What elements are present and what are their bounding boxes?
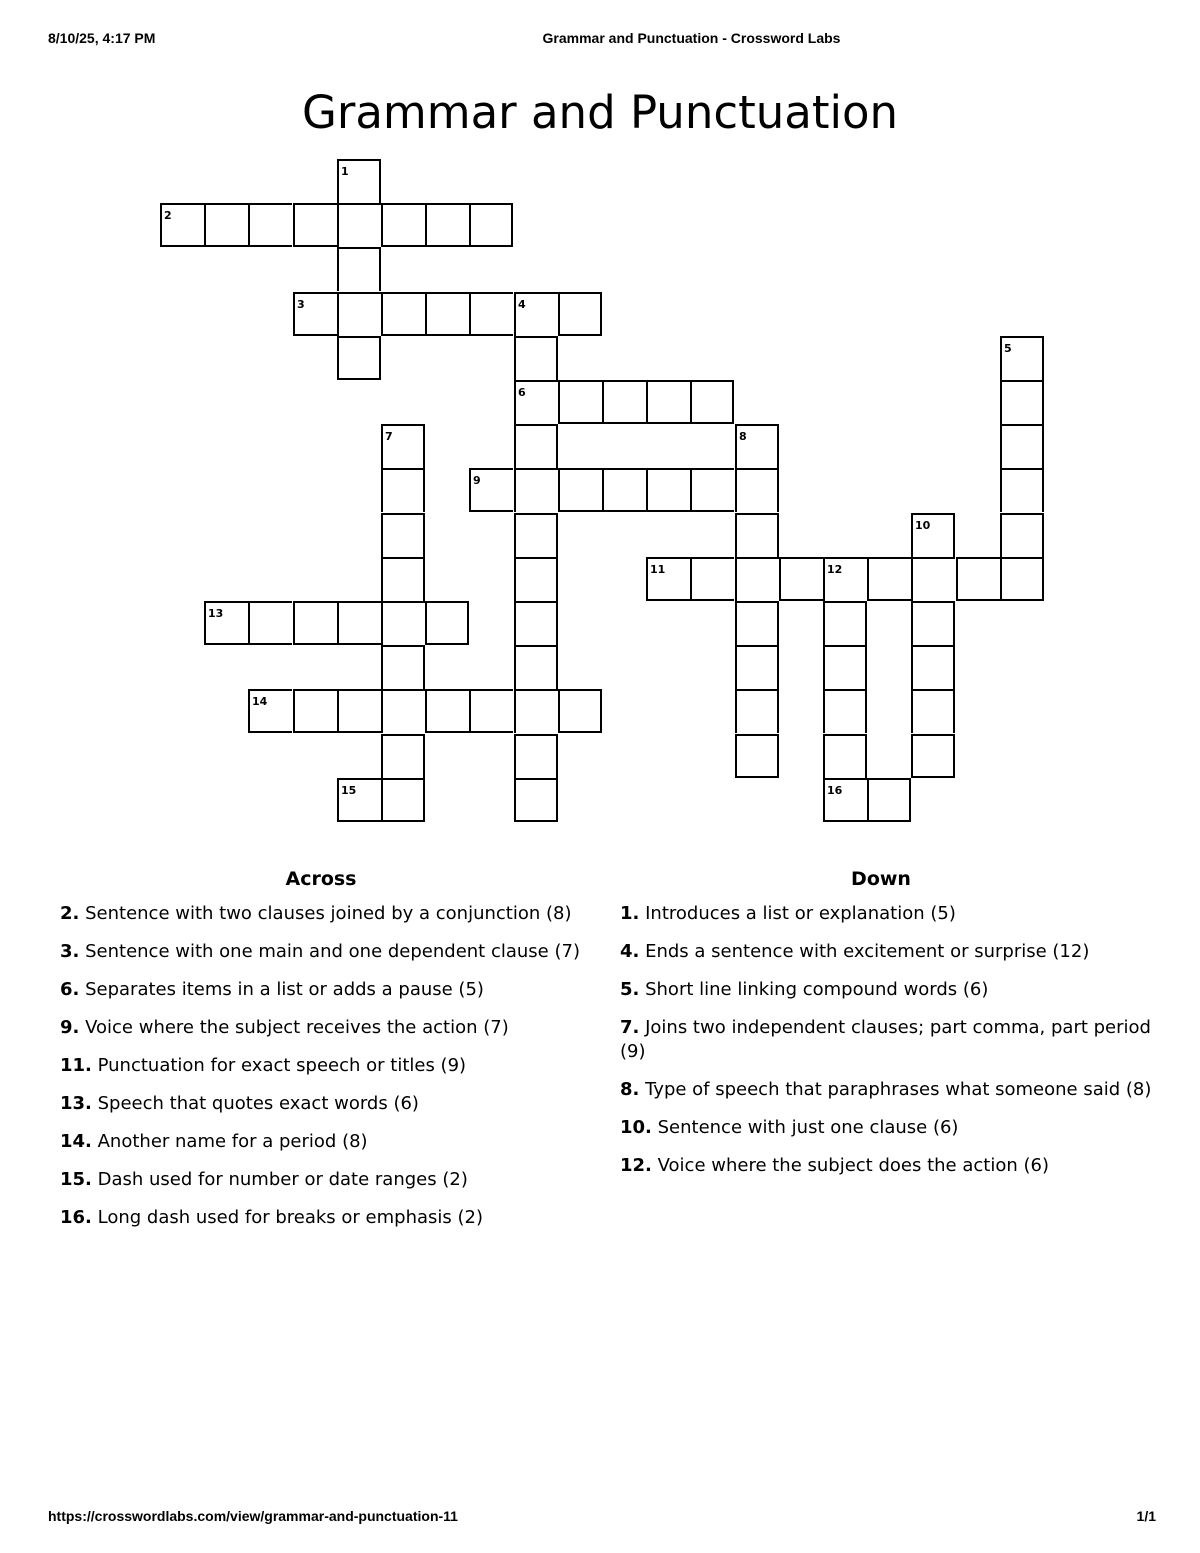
- clue-number-label: 11: [650, 563, 666, 576]
- grid-cell[interactable]: [779, 557, 823, 601]
- down-clue: [620, 978, 1155, 1002]
- down-heading: Down: [851, 868, 911, 890]
- clue-number: 5.: [620, 979, 640, 1000]
- clue-text: Introduces a list or explanation (5): [639, 903, 956, 924]
- clue-text: Speech that quotes exact words (6): [91, 1093, 419, 1114]
- across-clue: [60, 1054, 590, 1078]
- clue-text: Long dash used for breaks or emphasis (2): [91, 1207, 483, 1228]
- grid-cell[interactable]: [381, 689, 425, 733]
- down-clue: [620, 1116, 1155, 1140]
- down-clue: [620, 1078, 1155, 1102]
- grid-cell[interactable]: [425, 689, 469, 733]
- grid-cell[interactable]: [337, 247, 381, 291]
- grid-cell[interactable]: [381, 557, 425, 601]
- clue-number: 9.: [60, 1017, 80, 1038]
- grid-cell[interactable]: [381, 601, 425, 645]
- across-clue: [60, 1130, 590, 1154]
- grid-cell[interactable]: [735, 734, 779, 778]
- clue-number: 3.: [60, 941, 80, 962]
- grid-cell[interactable]: [381, 778, 425, 822]
- grid-cell[interactable]: [735, 645, 779, 689]
- clue-number: 10.: [620, 1117, 652, 1138]
- clue-number: 7.: [620, 1017, 640, 1038]
- print-url: https://crosswordlabs.com/view/grammar-and-punctuation-11: [48, 1508, 458, 1524]
- grid-cell[interactable]: [514, 513, 558, 557]
- grid-cell[interactable]: [204, 203, 248, 247]
- grid-cell[interactable]: [867, 778, 911, 822]
- across-clue: [60, 1092, 590, 1116]
- down-clue: [620, 902, 1155, 926]
- grid-cell[interactable]: [514, 601, 558, 645]
- clue-text: Joins two independent clauses; part comma, part period (9): [620, 1017, 1151, 1062]
- grid-cell[interactable]: [558, 380, 602, 424]
- grid-cell[interactable]: [646, 380, 690, 424]
- grid-cell[interactable]: [911, 689, 955, 733]
- clue-number: 13.: [60, 1093, 92, 1114]
- grid-cell[interactable]: [514, 645, 558, 689]
- clue-number-label: 13: [208, 607, 224, 620]
- grid-cell[interactable]: [1000, 424, 1044, 468]
- clue-number-label: 2: [164, 209, 172, 222]
- clue-text: Sentence with one main and one dependent clause (7): [79, 941, 580, 962]
- grid-cell[interactable]: [337, 292, 381, 336]
- clue-number-label: 8: [739, 430, 747, 443]
- grid-cell[interactable]: [911, 734, 955, 778]
- grid-cell[interactable]: [381, 734, 425, 778]
- grid-cell[interactable]: [823, 601, 867, 645]
- clue-text: Sentence with just one clause (6): [651, 1117, 959, 1138]
- grid-cell[interactable]: [1000, 468, 1044, 512]
- across-clue: [60, 940, 590, 964]
- grid-cell[interactable]: [823, 689, 867, 733]
- across-clue: [60, 902, 590, 926]
- grid-cell[interactable]: [735, 468, 779, 512]
- grid-cell[interactable]: [558, 292, 602, 336]
- down-clue: [620, 1154, 1155, 1178]
- grid-cell[interactable]: [337, 203, 381, 247]
- clue-number: 2.: [60, 903, 80, 924]
- grid-cell[interactable]: [1000, 380, 1044, 424]
- grid-cell[interactable]: [337, 336, 381, 380]
- clue-number-label: 7: [385, 430, 393, 443]
- grid-cell[interactable]: [558, 468, 602, 512]
- grid-cell[interactable]: [602, 380, 646, 424]
- grid-cell[interactable]: [735, 513, 779, 557]
- clue-number: 12.: [620, 1155, 652, 1176]
- across-clue: [60, 1206, 590, 1230]
- clue-number-label: 10: [915, 519, 931, 532]
- clue-number-label: 15: [341, 784, 357, 797]
- grid-cell[interactable]: [690, 557, 734, 601]
- grid-cell[interactable]: [248, 601, 292, 645]
- across-heading: Across: [285, 868, 357, 890]
- grid-cell[interactable]: [1000, 513, 1044, 557]
- grid-cell[interactable]: [735, 689, 779, 733]
- clue-number-label: 16: [827, 784, 843, 797]
- grid-cell[interactable]: [469, 689, 513, 733]
- grid-cell[interactable]: [425, 601, 469, 645]
- clue-number-label: 3: [297, 298, 305, 311]
- across-clue: [60, 1016, 590, 1040]
- grid-cell[interactable]: [514, 689, 558, 733]
- grid-cell[interactable]: [514, 468, 558, 512]
- grid-cell[interactable]: [911, 645, 955, 689]
- grid-cell[interactable]: [469, 203, 513, 247]
- clue-text: Type of speech that paraphrases what someone said (8): [639, 1079, 1152, 1100]
- down-clue-list: [620, 902, 1155, 1192]
- clue-number-label: 9: [473, 474, 481, 487]
- grid-cell[interactable]: [293, 689, 337, 733]
- grid-cell[interactable]: [337, 601, 381, 645]
- clue-number: 8.: [620, 1079, 640, 1100]
- grid-cell[interactable]: [514, 424, 558, 468]
- grid-cell[interactable]: [381, 203, 425, 247]
- grid-cell[interactable]: [514, 734, 558, 778]
- clue-text: Ends a sentence with excitement or surprise (12): [639, 941, 1090, 962]
- across-clue: [60, 978, 590, 1002]
- grid-cell[interactable]: [381, 468, 425, 512]
- clue-text: Another name for a period (8): [91, 1131, 368, 1152]
- clue-number-label: 1: [341, 165, 349, 178]
- clue-text: Separates items in a list or adds a pause (5): [79, 979, 484, 1000]
- page-title: Grammar and Punctuation: [301, 86, 899, 140]
- clue-number-label: 4: [518, 298, 526, 311]
- grid-cell[interactable]: [867, 557, 911, 601]
- grid-cell[interactable]: [514, 557, 558, 601]
- grid-cell[interactable]: [735, 557, 779, 601]
- clue-number: 16.: [60, 1207, 92, 1228]
- grid-cell[interactable]: [911, 601, 955, 645]
- grid-cell[interactable]: [911, 557, 955, 601]
- grid-cell[interactable]: [690, 468, 734, 512]
- clue-number: 15.: [60, 1169, 92, 1190]
- clue-number: 6.: [60, 979, 80, 1000]
- print-page-title: Grammar and Punctuation - Crossword Labs: [542, 30, 841, 46]
- grid-cell[interactable]: [293, 203, 337, 247]
- down-clue: [620, 1016, 1155, 1064]
- grid-cell[interactable]: [646, 468, 690, 512]
- clue-text: Voice where the subject does the action (6): [651, 1155, 1049, 1176]
- grid-cell[interactable]: [514, 336, 558, 380]
- clue-number: 14.: [60, 1131, 92, 1152]
- across-clue: [60, 1168, 590, 1192]
- grid-cell[interactable]: [248, 203, 292, 247]
- grid-cell[interactable]: [823, 645, 867, 689]
- down-clue: [620, 940, 1155, 964]
- across-clue-list: [60, 902, 590, 1244]
- grid-cell[interactable]: [558, 689, 602, 733]
- grid-cell[interactable]: [469, 292, 513, 336]
- page-number: 1/1: [1136, 1508, 1156, 1524]
- grid-cell[interactable]: [690, 380, 734, 424]
- grid-cell[interactable]: [602, 468, 646, 512]
- clue-text: Voice where the subject receives the action (7): [79, 1017, 509, 1038]
- clue-number: 1.: [620, 903, 640, 924]
- clue-text: Dash used for number or date ranges (2): [91, 1169, 468, 1190]
- grid-cell[interactable]: [381, 513, 425, 557]
- grid-cell[interactable]: [823, 734, 867, 778]
- grid-cell[interactable]: [381, 645, 425, 689]
- grid-cell[interactable]: [1000, 557, 1044, 601]
- grid-cell[interactable]: [425, 292, 469, 336]
- clue-number-label: 14: [252, 695, 268, 708]
- grid-cell[interactable]: [381, 292, 425, 336]
- clue-number: 4.: [620, 941, 640, 962]
- print-datetime: 8/10/25, 4:17 PM: [48, 30, 156, 46]
- grid-cell[interactable]: [337, 689, 381, 733]
- clue-number-label: 5: [1004, 342, 1012, 355]
- grid-cell[interactable]: [514, 778, 558, 822]
- clue-text: Punctuation for exact speech or titles (9): [91, 1055, 467, 1076]
- grid-cell[interactable]: [293, 601, 337, 645]
- grid-cell[interactable]: [735, 601, 779, 645]
- grid-cell[interactable]: [956, 557, 1000, 601]
- clue-text: Short line linking compound words (6): [639, 979, 989, 1000]
- clue-text: Sentence with two clauses joined by a conjunction (8): [79, 903, 572, 924]
- clue-number-label: 12: [827, 563, 843, 576]
- clue-number: 11.: [60, 1055, 92, 1076]
- grid-cell[interactable]: [425, 203, 469, 247]
- clue-number-label: 6: [518, 386, 526, 399]
